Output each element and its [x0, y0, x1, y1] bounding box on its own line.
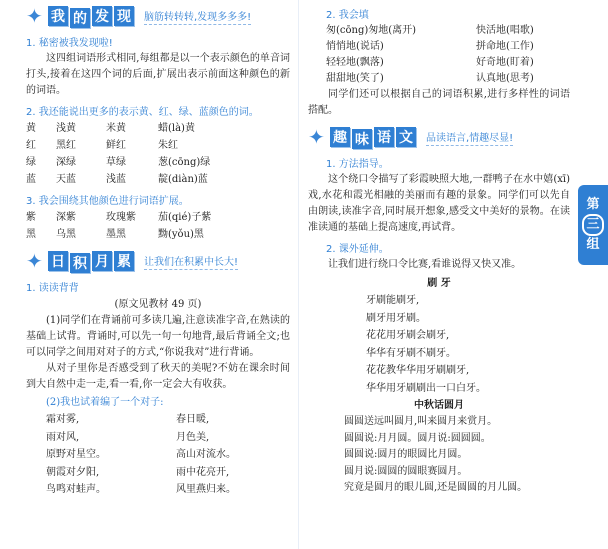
- paragraph: 这四组词语形式相同,每组都是以一个表示颜色的单音词打头,接着在这四个词的后面,扩展出表示前面这种颜色的新的词语。: [26, 53, 290, 96]
- word-cell: 轻轻地(飘落): [326, 57, 384, 68]
- section-heading: 2. 课外延伸。: [326, 244, 389, 255]
- poem-line: 华华用牙刷刷出一口白牙。: [366, 382, 486, 394]
- banner-tile: 积: [70, 253, 90, 273]
- word-cell: 朝霞对夕阳,: [46, 466, 100, 478]
- section-heading: 1. 秘密被我发现啦!: [26, 38, 113, 49]
- word-cell: 浅黄: [56, 123, 76, 134]
- word-cell: 玫瑰紫: [106, 212, 136, 223]
- banner-tile: 的: [70, 8, 90, 28]
- side-tab-bottom: 组: [586, 237, 600, 252]
- banner-tagline: 品读语言,情趣尽显!: [426, 129, 513, 146]
- word-cell: 蓝: [26, 174, 36, 185]
- banner-tile: 月: [92, 251, 112, 271]
- banner-tiles: [48, 6, 136, 26]
- word-cell: 红: [26, 140, 36, 151]
- poem-title: 刷 牙: [427, 278, 451, 289]
- word-cell: 草绿: [106, 157, 126, 168]
- poem-body: [366, 292, 570, 397]
- word-cell: 认真地(思考): [476, 73, 534, 84]
- star-icon: ✦: [26, 249, 43, 273]
- section-heading: 2. 我会填: [326, 10, 369, 21]
- word-cell: 雨中花亮开,: [176, 466, 230, 478]
- banner-tile: 趣: [330, 127, 350, 147]
- section-heading: 3. 我会围绕其他颜色进行词语扩展。: [26, 196, 189, 207]
- banner-tile: 累: [114, 251, 134, 271]
- word-cell: 朱红: [158, 140, 178, 151]
- banner-tile: 语: [374, 127, 394, 147]
- word-cell: 浅蓝: [106, 174, 126, 185]
- word-cell: 茄(qié)子紫: [158, 212, 212, 223]
- word-cell: 甜甜地(笑了): [326, 73, 384, 84]
- word-cell: 米黄: [106, 123, 126, 134]
- section-heading: 1. 方法指导。: [326, 159, 389, 170]
- extend-word-table: [26, 209, 290, 243]
- banner-tile: 现: [114, 6, 134, 26]
- paragraph: 让我们进行绕口令比赛,看谁说得又快又准。: [328, 259, 522, 270]
- poem-body: [344, 414, 570, 497]
- left-column: [26, 0, 290, 499]
- word-cell: 月色美,: [176, 431, 210, 443]
- word-cell: 雨对风,: [46, 431, 80, 443]
- word-cell: 深绿: [56, 157, 76, 168]
- banner-tile: 发: [92, 6, 112, 26]
- chapter-side-tab: [578, 185, 608, 265]
- paragraph: (1)同学们在背诵前可多读几遍,注意读准字音,在熟读的基础上试背。背诵时,可以先一句一句地背,最后背诵全文;也可以同学之间用对对子的方式,“你说我对”进行背诵。: [26, 315, 290, 358]
- word-cell: 紫: [26, 212, 36, 223]
- word-cell: 匆(cōng)匆地(离开): [326, 25, 417, 36]
- banner-tiles: [48, 251, 136, 271]
- banner-tile: 味: [352, 129, 372, 149]
- word-cell: 墨黑: [106, 229, 126, 240]
- word-cell: 黄: [26, 123, 36, 134]
- poem-line: 花花用牙刷会刷牙,: [366, 330, 450, 341]
- word-cell: 好奇地(盯着): [476, 57, 534, 68]
- side-tab-top: 第: [586, 197, 600, 212]
- color-word-table: [26, 120, 290, 188]
- word-cell: 深紫: [56, 212, 76, 223]
- poem-line: 圆圆说:月月圆。圆月说:圆圆圆。: [344, 432, 491, 444]
- banner-fun-chinese: [308, 123, 570, 151]
- word-cell: 黝(yǒu)黑: [158, 229, 204, 240]
- paragraph: 同学们还可以根据自己的词语积累,进行多样性的词语搭配。: [308, 89, 570, 116]
- banner-tile: 文: [396, 127, 416, 147]
- banner-tile: 我: [48, 6, 68, 26]
- poem-line: 花花教华华用牙刷刷牙,: [366, 365, 470, 376]
- paragraph: 从对子里你是否感受到了秋天的美呢?不妨在课余时间到大自然中走一走,看一看,你一定会大有收获。: [26, 363, 290, 390]
- fill-word-table: [326, 23, 570, 87]
- right-column: [308, 0, 570, 497]
- word-cell: 绿: [26, 157, 36, 168]
- word-cell: 鸟鸣对蛙声。: [46, 484, 106, 495]
- poem-line: 刷牙用牙刷。: [366, 312, 426, 324]
- section-heading: 2. 我还能说出更多的表示黄、红、绿、蓝颜色的词。: [26, 107, 259, 118]
- word-cell: 天蓝: [56, 174, 76, 185]
- side-tab-number: 三: [582, 214, 604, 236]
- section-heading: 1. 读读背背: [26, 283, 79, 294]
- star-icon: ✦: [308, 125, 325, 149]
- banner-tile: 日: [48, 251, 68, 271]
- banner-accumulate: [26, 247, 290, 275]
- star-icon: ✦: [26, 4, 43, 28]
- poem-line: 华华有牙刷不刷牙。: [366, 347, 456, 359]
- poem-line: 圆圆说:圆月的眼圆比月圆。: [344, 449, 468, 460]
- word-cell: 悄悄地(说话): [326, 41, 384, 52]
- word-cell: 黑红: [56, 140, 76, 151]
- word-cell: 鲜红: [106, 140, 126, 151]
- word-cell: 原野对星空。: [46, 449, 106, 460]
- word-cell: 乌黑: [56, 229, 76, 240]
- word-cell: 高山对流水。: [176, 449, 236, 460]
- word-cell: 拼命地(工作): [476, 41, 534, 52]
- banner-my-discovery: [26, 2, 290, 30]
- poem-line: 圆月说:圆圆的圆眼赛圆月。: [344, 465, 468, 477]
- word-cell: 葱(cōng)绿: [158, 157, 211, 168]
- poem-line: 究竟是圆月的眼儿圆,还是圆圆的月儿圆。: [344, 482, 528, 493]
- word-cell: 春日暖,: [176, 414, 210, 425]
- poem-line: 牙刷能刷牙,: [366, 295, 420, 306]
- word-cell: 靛(diàn)蓝: [158, 174, 208, 185]
- banner-tiles: [330, 127, 418, 147]
- word-cell: 风里燕归来。: [176, 484, 236, 495]
- word-cell: 蜡(là)黄: [158, 123, 195, 134]
- couplet-table: [46, 411, 290, 499]
- poem-title: 中秋话圆月: [414, 400, 464, 411]
- word-cell: 霜对雾,: [46, 414, 80, 425]
- question-label: (2)我也试着编了一个对子:: [46, 397, 164, 408]
- word-cell: 快活地(唱歌): [476, 25, 534, 36]
- paragraph: 这个绕口令描写了彩霞映照大地,一群鸭子在水中嬉(xī)戏,水花和霞光相融的美丽而有趣的景象。同学们可以先自由朗读,读准字音,同时展开想象,感受文中美好的景物。在读准读通的基础上提高速度,再试背。: [308, 174, 570, 233]
- word-cell: 黑: [26, 229, 36, 240]
- source-note: (原文见教材 49 页): [114, 299, 202, 310]
- banner-tagline: 让我们在积累中长大!: [144, 253, 238, 270]
- poem-line: 圆圆送远叫圆月,叫来圆月来赏月。: [344, 416, 498, 427]
- banner-tagline: 脑筋转转转,发现多多多!: [144, 8, 251, 25]
